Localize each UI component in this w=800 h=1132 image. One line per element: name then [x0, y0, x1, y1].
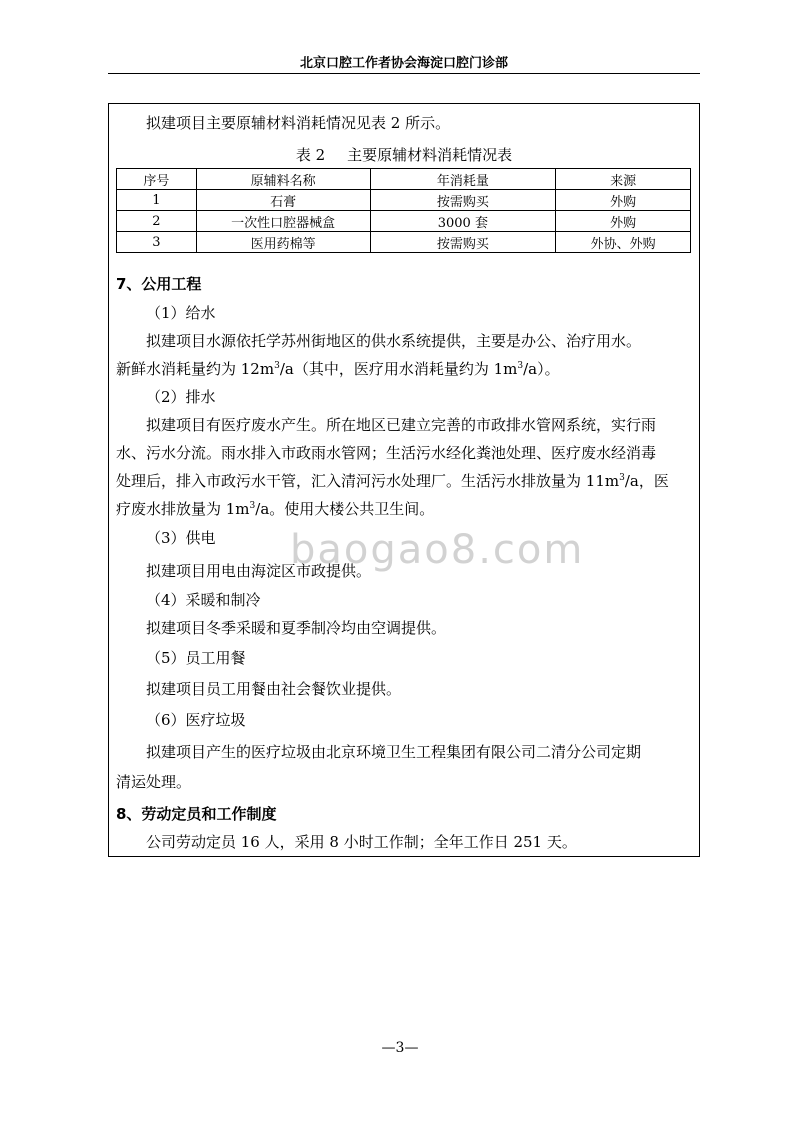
cell-index: 3	[117, 232, 197, 253]
hvac-title: （4）采暖和制冷	[146, 591, 261, 609]
col-header-index: 序号	[117, 169, 197, 190]
page-number: —3—	[381, 1040, 419, 1056]
intro-text: 拟建项目主要原辅材料消耗情况见表 2 所示。	[146, 114, 451, 132]
header-rule	[108, 73, 700, 74]
drainage-title: （2）排水	[146, 388, 216, 406]
water-line2-b: /a（其中，医疗用水消耗量约为 1m	[279, 360, 518, 378]
table-title: 主要原辅材料消耗情况表	[347, 146, 513, 164]
water-supply-line1: 拟建项目水源依托学苏州街地区的供水系统提供，主要是办公、治疗用水。	[146, 332, 642, 350]
hvac-text: 拟建项目冬季采暖和夏季制冷均由空调提供。	[146, 619, 447, 637]
unit-sup: 3	[274, 361, 280, 371]
cell-index: 1	[117, 190, 197, 211]
table-row	[117, 190, 691, 211]
water-supply-line2	[116, 359, 696, 379]
water-line2-a: 新鲜水消耗量约为 12m	[116, 360, 275, 378]
power-text: 拟建项目用电由海淀区市政提供。	[146, 562, 372, 580]
cell-material: 石膏	[196, 190, 370, 211]
section8-heading: 8、劳动定员和工作制度	[116, 805, 277, 823]
waste-title: （6）医疗垃圾	[146, 711, 246, 729]
table-caption	[108, 144, 700, 165]
drainage-line3-a: 处理后，排入市政污水干管，汇入清河污水处理厂。生活污水排放量为 11m	[116, 472, 620, 490]
drainage-line4-b: /a。使用大楼公共卫生间。	[255, 500, 435, 518]
cell-consumption: 按需购买	[370, 190, 556, 211]
water-supply-title: （1）给水	[146, 304, 216, 322]
unit-sup: 3	[619, 473, 625, 483]
table-label: 表 2	[295, 146, 326, 164]
power-title: （3）供电	[146, 529, 216, 547]
cell-source: 外协、外购	[556, 232, 691, 253]
cell-consumption: 3000 套	[370, 211, 556, 232]
waste-line2: 清运处理。	[116, 773, 192, 791]
materials-table	[116, 168, 691, 253]
drainage-line3-b: /a，医	[624, 472, 669, 490]
unit-sup: 3	[517, 361, 524, 371]
col-header-material: 原辅料名称	[196, 169, 370, 190]
meals-title: （5）员工用餐	[146, 649, 246, 667]
cell-consumption: 按需购买	[370, 232, 556, 253]
drainage-line3	[116, 471, 696, 491]
cell-index: 2	[117, 211, 197, 232]
water-line2-c: /a）。	[523, 360, 560, 378]
drainage-line4	[116, 499, 696, 519]
table-header-row	[117, 169, 691, 190]
cell-material: 一次性口腔器械盒	[196, 211, 370, 232]
section7-heading: 7、公用工程	[116, 275, 202, 293]
section8-text: 公司劳动定员 16 人，采用 8 小时工作制；全年工作日 251 天。	[146, 833, 577, 851]
cell-source: 外购	[556, 211, 691, 232]
cell-source: 外购	[556, 190, 691, 211]
table-row	[117, 211, 691, 232]
page-header: 北京口腔工作者协会海淀口腔门诊部	[299, 56, 508, 71]
col-header-consumption: 年消耗量	[370, 169, 556, 190]
drainage-line2: 水、污水分流。雨水排入市政雨水管网；生活污水经化粪池处理、医疗废水经消毒	[116, 444, 657, 462]
waste-line1: 拟建项目产生的医疗垃圾由北京环境卫生工程集团有限公司二清分公司定期	[146, 743, 642, 761]
drainage-line1: 拟建项目有医疗废水产生。所在地区已建立完善的市政排水管网系统，实行雨	[146, 416, 657, 434]
cell-material: 医用药棉等	[196, 232, 370, 253]
unit-sup: 3	[249, 501, 256, 511]
col-header-source: 来源	[556, 169, 691, 190]
watermark: baogao8.com	[290, 527, 585, 573]
drainage-line4-a: 疗废水排放量为 1m	[116, 500, 250, 518]
meals-text: 拟建项目员工用餐由社会餐饮业提供。	[146, 680, 402, 698]
table-row	[117, 232, 691, 253]
